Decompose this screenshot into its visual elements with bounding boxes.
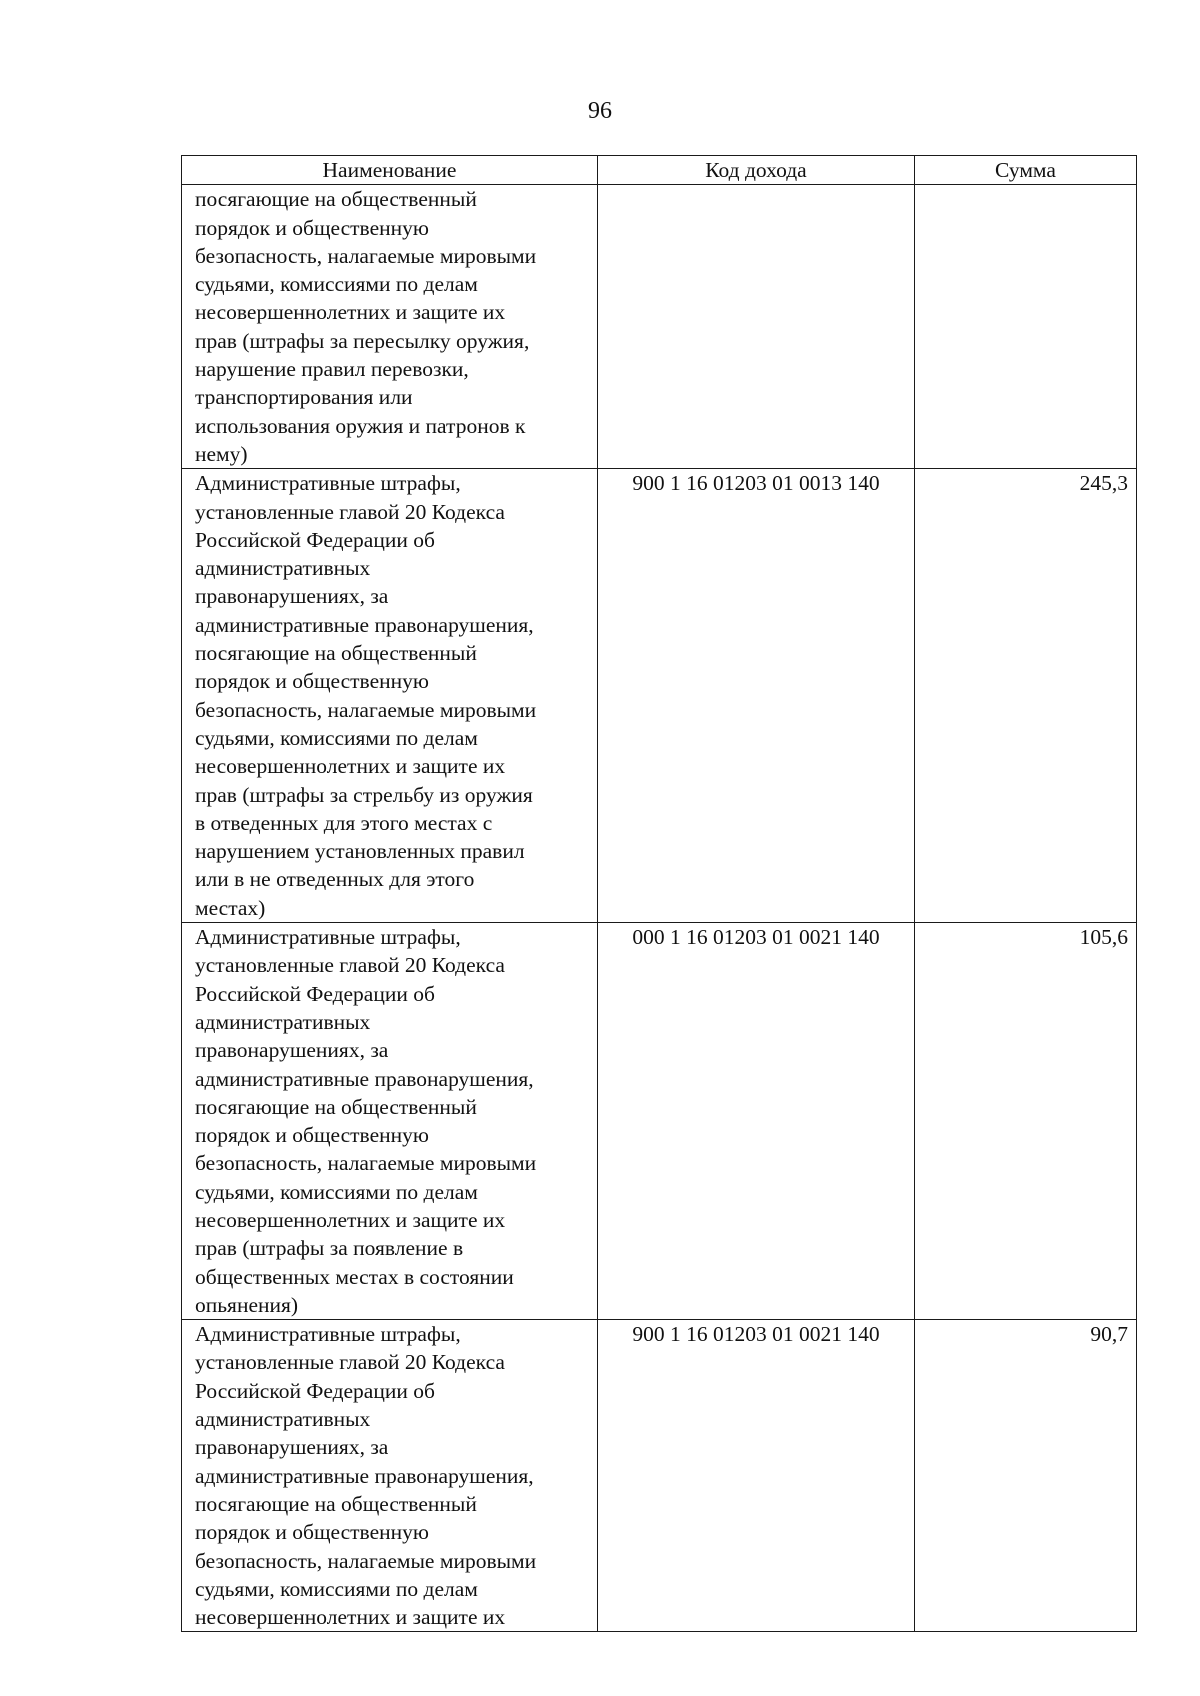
name-line: безопасность, налагаемые мировыми xyxy=(195,697,537,722)
name-line: несовершеннолетних и защите их xyxy=(195,754,506,779)
name-line: установленные главой 20 Кодекса xyxy=(195,1350,505,1375)
name-line: опьянения) xyxy=(195,1292,299,1317)
revenue-table xyxy=(181,155,1137,1632)
name-line: транспортирования или xyxy=(195,385,413,410)
name-line: использования оружия и патронов к xyxy=(195,413,526,438)
name-line: судьями, комиссиями по делам xyxy=(195,1179,478,1204)
name-line: нему) xyxy=(195,441,248,466)
name-line: прав (штрафы за появление в xyxy=(195,1236,464,1261)
name-line: правонарушениях, за xyxy=(195,1435,389,1460)
name-line: Российской Федерации об xyxy=(195,1378,435,1403)
cell-sum xyxy=(915,185,1137,469)
name-line: административных xyxy=(195,556,371,581)
name-line: или в не отведенных для этого xyxy=(195,867,475,892)
name-line: нарушение правил перевозки, xyxy=(195,357,469,382)
name-line: правонарушениях, за xyxy=(195,584,389,609)
cell-code: 000 1 16 01203 01 0021 140 xyxy=(598,923,915,1320)
name-line: Административные штрафы, xyxy=(195,1322,461,1347)
column-header-sum: Сумма xyxy=(915,156,1137,185)
page-number: 96 xyxy=(588,98,612,124)
name-line: Административные штрафы, xyxy=(195,471,461,496)
name-line: несовершеннолетних и защите их xyxy=(195,1605,506,1630)
name-line: Российской Федерации об xyxy=(195,527,435,552)
name-line: прав (штрафы за пересылку оружия, xyxy=(195,328,530,353)
name-line: прав (штрафы за стрельбу из оружия xyxy=(195,782,533,807)
column-header-name: Наименование xyxy=(182,156,598,185)
name-line: правонарушениях, за xyxy=(195,1038,389,1063)
name-line: безопасность, налагаемые мировыми xyxy=(195,1548,537,1573)
name-line: административных xyxy=(195,1407,371,1432)
cell-sum: 105,6 xyxy=(915,923,1137,1320)
name-line: в отведенных для этого местах с xyxy=(195,810,493,835)
cell-name xyxy=(182,1320,598,1632)
cell-name xyxy=(182,469,598,923)
name-line: порядок и общественную xyxy=(195,669,429,694)
cell-code xyxy=(598,185,915,469)
cell-code: 900 1 16 01203 01 0021 140 xyxy=(598,1320,915,1632)
name-line: Административные штрафы, xyxy=(195,925,461,950)
name-line: административные правонарушения, xyxy=(195,1066,534,1091)
table-row xyxy=(182,469,1137,923)
name-line: несовершеннолетних и защите их xyxy=(195,300,506,325)
table-row xyxy=(182,1320,1137,1632)
name-line: установленные главой 20 Кодекса xyxy=(195,499,505,524)
name-line: безопасность, налагаемые мировыми xyxy=(195,1151,537,1176)
cell-sum: 90,7 xyxy=(915,1320,1137,1632)
cell-name xyxy=(182,923,598,1320)
table-header-row xyxy=(182,156,1137,185)
name-line: местах) xyxy=(195,895,266,920)
name-line: административные правонарушения, xyxy=(195,612,534,637)
name-line: административные правонарушения, xyxy=(195,1463,534,1488)
name-line: установленные главой 20 Кодекса xyxy=(195,953,505,978)
cell-sum: 245,3 xyxy=(915,469,1137,923)
name-line: нарушением установленных правил xyxy=(195,839,525,864)
name-line: несовершеннолетних и защите их xyxy=(195,1207,506,1232)
cell-code: 900 1 16 01203 01 0013 140 xyxy=(598,469,915,923)
name-line: судьями, комиссиями по делам xyxy=(195,272,478,297)
name-line: порядок и общественную xyxy=(195,215,429,240)
name-line: судьями, комиссиями по делам xyxy=(195,1576,478,1601)
name-line: порядок и общественную xyxy=(195,1520,429,1545)
column-header-code: Код дохода xyxy=(598,156,915,185)
name-line: посягающие на общественный xyxy=(195,1491,477,1516)
name-line: посягающие на общественный xyxy=(195,641,477,666)
name-line: посягающие на общественный xyxy=(195,1094,477,1119)
name-line: безопасность, налагаемые мировыми xyxy=(195,243,537,268)
name-line: Российской Федерации об xyxy=(195,981,435,1006)
cell-name xyxy=(182,185,598,469)
name-line: административных xyxy=(195,1009,371,1034)
name-line: судьями, комиссиями по делам xyxy=(195,725,478,750)
name-line: общественных местах в состоянии xyxy=(195,1264,514,1289)
table-row xyxy=(182,185,1137,469)
name-line: порядок и общественную xyxy=(195,1123,429,1148)
name-line: посягающие на общественный xyxy=(195,187,477,212)
table-row xyxy=(182,923,1137,1320)
